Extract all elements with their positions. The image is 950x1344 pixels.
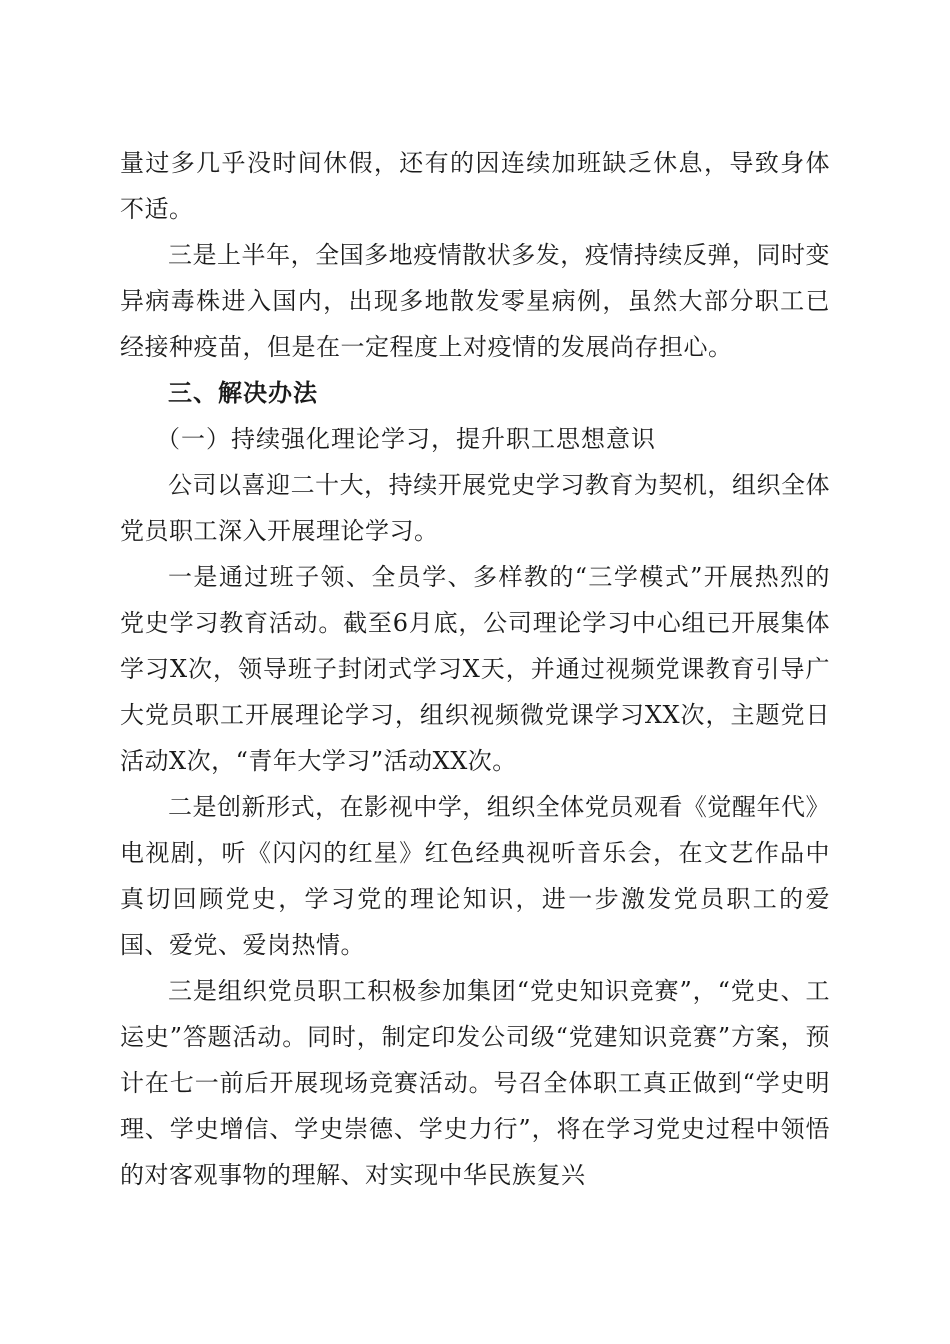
paragraph-three-study-mode: 一是通过班子领、全员学、多样教的“三学模式”开展热烈的党史学习教育活动。截至6月底，公司理论学习中心组已开展集体学习X次，领导班子封闭式学习X天，并通过视频党课教育引导广大党员职工开展理论学习，组织视频微党课学习XX次，主题党日活动X次，“青年大学习”活动XX次。 xyxy=(120,563,830,775)
paragraph-rest-and-health: 量过多几乎没时间休假，还有的因连续加班缺乏休息，导致身体不适。 xyxy=(120,149,830,223)
paragraph-innovative-forms: 二是创新形式，在影视中学，组织全体党员观看《觉醒年代》电视剧，听《闪闪的红星》红色经典视听音乐会，在文艺作品中真切回顾党史，学习党的理论知识，进一步激发党员职工的爱国、爱党、爱岗热情。 xyxy=(120,793,830,959)
document-page xyxy=(120,140,830,1198)
subsection-heading-theory-study: （一）持续强化理论学习，提升职工思想意识 xyxy=(156,425,656,453)
paragraph-knowledge-contest: 三是组织党员职工积极参加集团“党史知识竞赛”，“党史、工运史”答题活动。同时，制定印发公司级“党建知识竞赛”方案，预计在七一前后开展现场竞赛活动。号召全体职工真正做到“学史明理、学史增信、学史崇德、学史力行”，将在学习党史过程中领悟的对客观事物的理解、对实现中华民族复兴 xyxy=(120,977,830,1189)
paragraph-theory-study-intro: 公司以喜迎二十大，持续开展党史学习教育为契机，组织全体党员职工深入开展理论学习。 xyxy=(120,471,830,545)
section-heading-solutions: 三、解决办法 xyxy=(168,379,318,407)
paragraph-epidemic-concern: 三是上半年，全国多地疫情散状多发，疫情持续反弹，同时变异病毒株进入国内，出现多地散发零星病例，虽然大部分职工已经接种疫苗，但是在一定程度上对疫情的发展尚存担心。 xyxy=(120,241,830,361)
